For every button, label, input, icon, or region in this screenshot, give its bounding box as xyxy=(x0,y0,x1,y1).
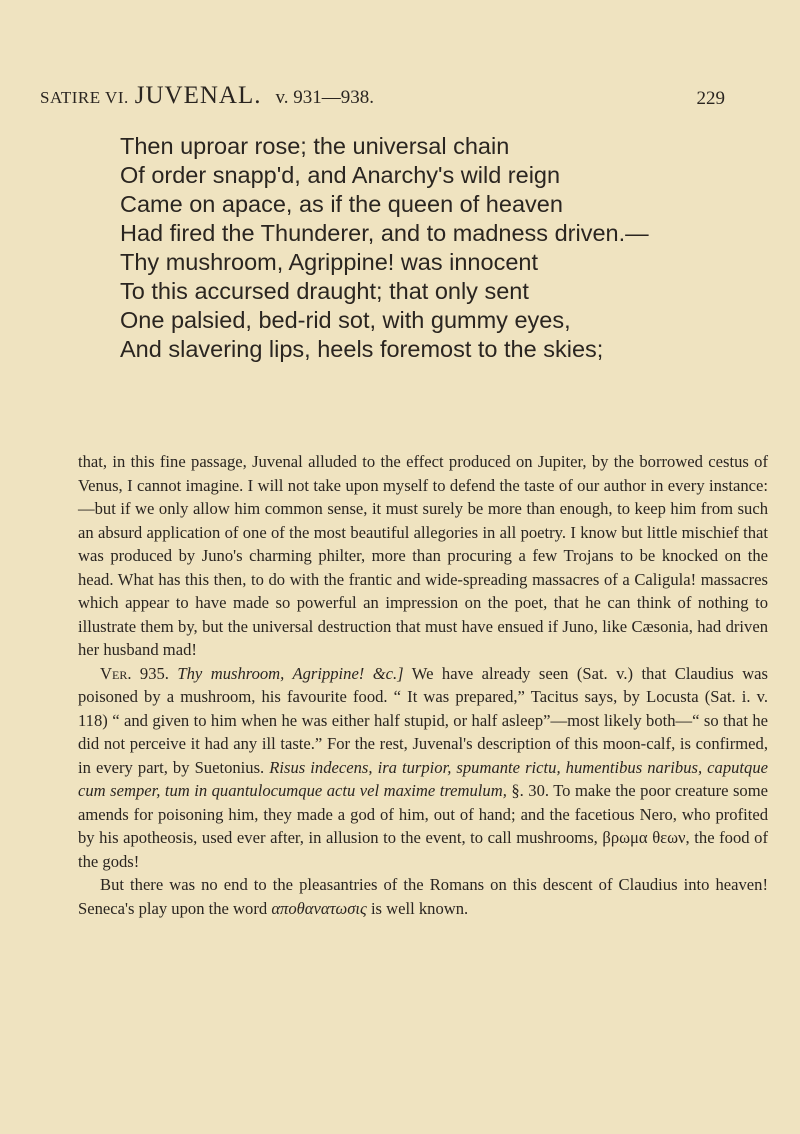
note-text: §. 30. To make the poor creature some amends for poisoning him, they made a god of him, out of hand; and the facetious Nero, who profited by his apotheosis, used ever after, in allusion to the event, to call mushrooms, xyxy=(78,781,768,847)
author-label: JUVENAL. xyxy=(134,82,262,109)
satire-label: SATIRE VI. xyxy=(40,88,129,107)
verse-number: 935. xyxy=(139,663,169,683)
verse-range: v. 931—938. xyxy=(275,87,375,108)
page-number: 229 xyxy=(696,88,725,109)
poem-line: Of order snapp'd, and Anarchy's wild reign xyxy=(120,162,561,188)
note-paragraph xyxy=(78,662,768,874)
verse-abbrev: Ver. xyxy=(100,663,132,683)
poem-line: One palsied, bed-rid sot, with gummy eyes, xyxy=(120,307,571,333)
note-paragraph: that, in this fine passage, Juvenal alluded to the effect produced on Jupiter, by the borrowed cestus of Venus, I cannot imagine. I will not take upon myself to defend the taste of our author in every instance:—but if we only allow him common sense, it must surely be more than enough, to keep him from such an absurd application of one of the most beautiful allegories in all poetry. I know but little mischief that was produced by Juno's charming philter, more than procuring a few Trojans to be knocked on the head. What has this then, to do with the frantic and wide-spreading massacres of a Caligula! massacres which appear to have made so powerful an impression on the poet, that he can think of nothing to illustrate them by, but the universal destruction that must have ensued if Juno, like Cæsonia, had driven her husband mad! xyxy=(78,452,768,659)
note-text: But there was no end to the pleasantries of the Romans on this descent of Claudius into heaven! Seneca's play upon the word xyxy=(78,875,768,918)
note-paragraph xyxy=(78,873,768,920)
greek-word: αποθανατωσις xyxy=(271,898,367,918)
commentary-notes xyxy=(78,450,768,920)
poem-line: Then uproar rose; the universal chain xyxy=(120,133,510,159)
poem-line: Had fired the Thunderer, and to madness driven.— xyxy=(120,220,649,246)
header-title xyxy=(40,82,374,110)
latin-quote: Risus indecens, ira turpior, spumante rictu, humentibus naribus, caputque cum semper, tum in quantulocumque actu vel maxime tremulum, xyxy=(78,757,769,800)
note-text: We have already seen (Sat. v.) that Claudius was poisoned by a mushroom, his favourite food. “ It was prepared,” Tacitus says, by Locusta (Sat. i. v. 118) “ and given to him when he was either half stupid, or half asleep”—most likely both—“ so that he did not perceive it had any ill taste.” For the rest, Juvenal's description of this moon-calf, is confirmed, in every part, by Suetonius. xyxy=(78,663,768,777)
note-text: is well known. xyxy=(370,898,469,918)
poem-stanza xyxy=(120,132,720,364)
poem-line: And slavering lips, heels foremost to the skies; xyxy=(120,336,604,362)
note-lemma: Thy mushroom, Agrippine! &c.] xyxy=(177,663,404,683)
poem-line: To this accursed draught; that only sent xyxy=(120,278,529,304)
poem-line: Came on apace, as if the queen of heaven xyxy=(120,191,563,217)
note-text: the food of the gods! xyxy=(78,828,768,871)
greek-phrase: βρωμα θεων, xyxy=(602,828,690,847)
running-header xyxy=(40,76,725,110)
poem-line: Thy mushroom, Agrippine! was innocent xyxy=(120,249,538,275)
